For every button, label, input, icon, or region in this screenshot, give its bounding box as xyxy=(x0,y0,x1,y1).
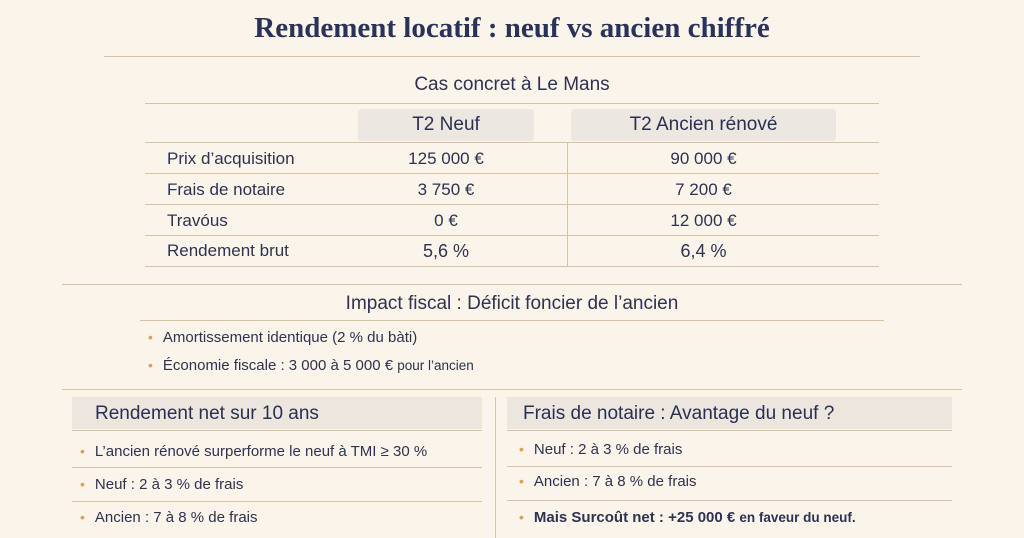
cell-ancien: 90 000 € xyxy=(670,149,737,168)
fiscal-title: Impact fiscal : Déficit foncier de l’ancien xyxy=(345,293,679,314)
right-box-title: Frais de notaire : Avantage du neuf ? xyxy=(523,403,835,424)
cell-ancien: 6,4 % xyxy=(680,241,727,261)
fiscal-title-rule xyxy=(140,320,884,321)
list-divider xyxy=(72,501,482,502)
row-divider xyxy=(145,204,879,205)
row-divider xyxy=(145,235,879,236)
left-box-rule xyxy=(72,430,482,431)
table-top-rule xyxy=(145,103,879,104)
cell-neuf: 5,6 % xyxy=(422,241,470,261)
boxes-divider xyxy=(495,397,496,538)
bullet-dot-icon: • xyxy=(80,476,85,492)
list-item: • L’ancien rénové surperforme le neuf à TMI ≥ 30 % xyxy=(80,443,428,460)
cell-neuf: 3 750 € xyxy=(417,180,475,199)
case-subtitle: Cas concret à Le Mans xyxy=(414,74,610,95)
bullet-dot-icon: • xyxy=(148,329,153,345)
fiscal-top-rule xyxy=(62,284,962,285)
bullet-dot-icon: • xyxy=(148,357,153,373)
cell-neuf: 125 000 € xyxy=(408,149,484,168)
column-header-neuf: T2 Neuf xyxy=(358,109,534,141)
list-item: • Neuf : 2 à 3 % de frais xyxy=(80,476,244,493)
left-box-title: Rendement net sur 10 ans xyxy=(95,403,319,424)
list-item: • Neuf : 2 à 3 % de frais xyxy=(519,441,683,458)
row-divider xyxy=(145,173,879,174)
bullet-dot-icon: • xyxy=(519,441,524,457)
column-header-ancien: T2 Ancien rénové xyxy=(571,109,836,141)
cell-ancien: 7 200 € xyxy=(675,180,732,199)
table-bottom-rule xyxy=(145,266,879,267)
row-label: Prix d’acquisition xyxy=(167,149,295,168)
page-title: Rendement locatif : neuf vs ancien chiffré xyxy=(254,12,770,44)
bullet-dot-icon: • xyxy=(80,509,85,525)
row-label: Frais de notaire xyxy=(167,180,286,199)
row-label: Travóus xyxy=(167,211,228,230)
bullet-dot-icon: • xyxy=(80,443,85,459)
fiscal-bullet: • Amortissement identique (2 % du bàti) xyxy=(148,329,418,346)
list-divider xyxy=(507,500,952,501)
bullet-dot-icon: • xyxy=(519,509,524,525)
list-item: • Ancien : 7 à 8 % de frais xyxy=(80,509,258,526)
list-item: • Ancien : 7 à 8 % de frais xyxy=(519,473,697,490)
table-header-rule xyxy=(145,142,879,143)
fiscal-bottom-rule xyxy=(62,389,962,390)
list-divider xyxy=(72,467,482,468)
list-item: • Mais Surcoût net : +25 000 € en faveur du neuf. xyxy=(519,509,856,526)
title-divider xyxy=(104,56,920,57)
right-box-rule xyxy=(507,430,952,431)
list-divider xyxy=(507,466,952,467)
row-label: Rendement brut xyxy=(167,241,289,260)
cell-ancien: 12 000 € xyxy=(670,211,737,230)
fiscal-bullet: • Économie fiscale : 3 000 à 5 000 € pour l’ancien xyxy=(148,357,474,374)
bullet-dot-icon: • xyxy=(519,473,524,489)
cell-neuf: 0 € xyxy=(434,211,458,230)
